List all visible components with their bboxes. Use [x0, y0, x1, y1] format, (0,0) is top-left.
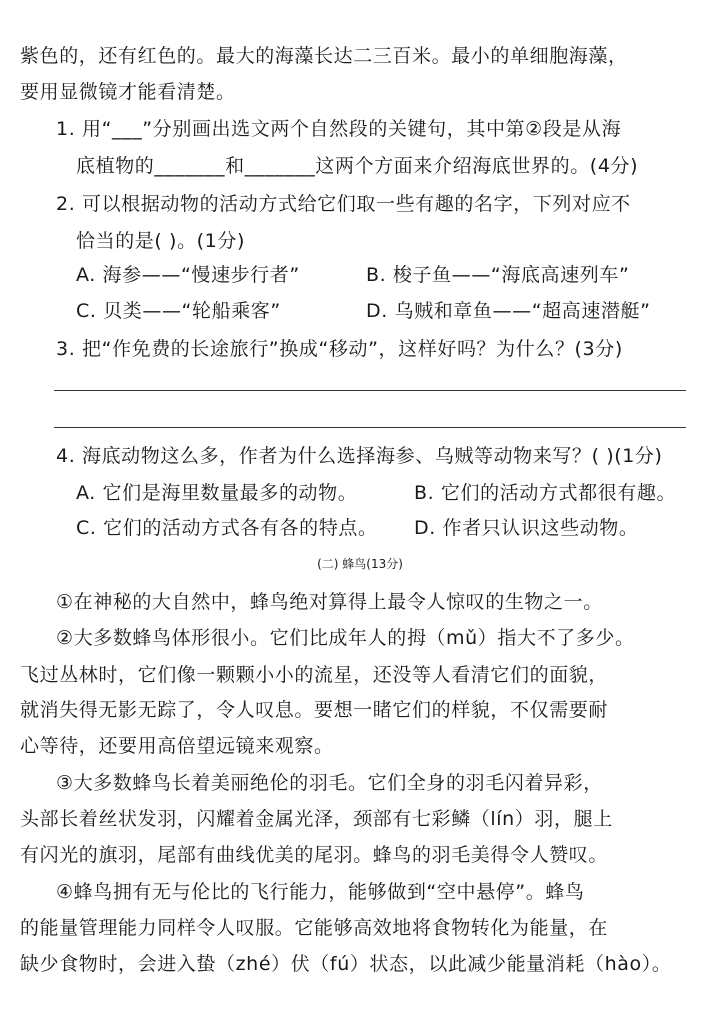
option-d: D. 作者只认识这些动物。 [414, 517, 639, 539]
paragraph-line: ②大多数蜂鸟体形很小。它们比成年人的拇（mǔ）指大不了多少。 [56, 627, 635, 649]
option-c: C. 它们的活动方式各有各的特点。 [76, 517, 378, 539]
paragraph-line: 就消失得无影无踪了，令人叹息。要想一睹它们的样貌，不仅需要耐 [20, 699, 609, 721]
answer-line [54, 390, 686, 391]
question-line: 3. 把“作免费的长途旅行”换成“移动”，这样好吗？为什么？(3分) [56, 338, 623, 360]
paragraph-line: ①在神秘的大自然中，蜂鸟绝对算得上最令人惊叹的生物之一。 [56, 591, 603, 613]
question-line: 1. 用“___”分别画出选文两个自然段的关键句，其中第②段是从海 [56, 118, 622, 140]
question-line: 2. 可以根据动物的活动方式给它们取一些有趣的名字，下列对应不 [56, 193, 631, 215]
paragraph-line: 飞过丛林时，它们像一颗颗小小的流星，还没等人看清它们的面貌， [20, 664, 609, 686]
paragraph-line: ④蜂鸟拥有无与伦比的飞行能力，能够做到“空中悬停”。蜂鸟 [56, 881, 585, 903]
option-a: A. 它们是海里数量最多的动物。 [76, 482, 358, 504]
option-c: C. 贝类——“轮船乘客” [76, 300, 281, 322]
option-d: D. 乌贼和章鱼——“超高速潜艇” [366, 300, 651, 322]
question-line: 4. 海底动物这么多，作者为什么选择海参、乌贼等动物来写？( )(1分) [56, 445, 663, 467]
paragraph-line: 的能量管理能力同样令人叹服。它能够高效地将食物转化为能量，在 [20, 917, 609, 939]
question-line: 恰当的是( )。(1分) [76, 230, 245, 252]
paragraph-line: 有闪光的旗羽，尾部有曲线优美的尾羽。蜂鸟的羽毛美得令人赞叹。 [20, 844, 609, 866]
paragraph-line: 头部长着丝状发羽，闪耀着金属光泽，颈部有七彩鳞（lín）羽，腿上 [20, 808, 613, 830]
paragraph-line: 心等待，还要用高倍望远镜来观察。 [20, 735, 334, 757]
passage-line: 紫色的，还有红色的。最大的海藻长达二三百米。最小的单细胞海藻， [20, 45, 628, 67]
option-b: B. 它们的活动方式都很有趣。 [414, 482, 677, 504]
paragraph-line: ③大多数蜂鸟长着美丽绝伦的羽毛。它们全身的羽毛闪着异彩， [56, 772, 603, 794]
paragraph-line: 缺少食物时，会进入蛰（zhé）伏（fú）状态，以此减少能量消耗（hào）。 [20, 953, 672, 975]
passage-line: 要用显微镜才能看清楚。 [20, 81, 236, 103]
option-b: B. 梭子鱼——“海底高速列车” [366, 264, 630, 286]
answer-line [54, 427, 686, 428]
question-line: 底植物的_______和_______这两个方面来介绍海底世界的。(4分) [76, 155, 639, 177]
option-a: A. 海参——“慢速步行者” [76, 264, 300, 286]
section-title: (二) 蜂鸟(13分) [317, 557, 403, 571]
